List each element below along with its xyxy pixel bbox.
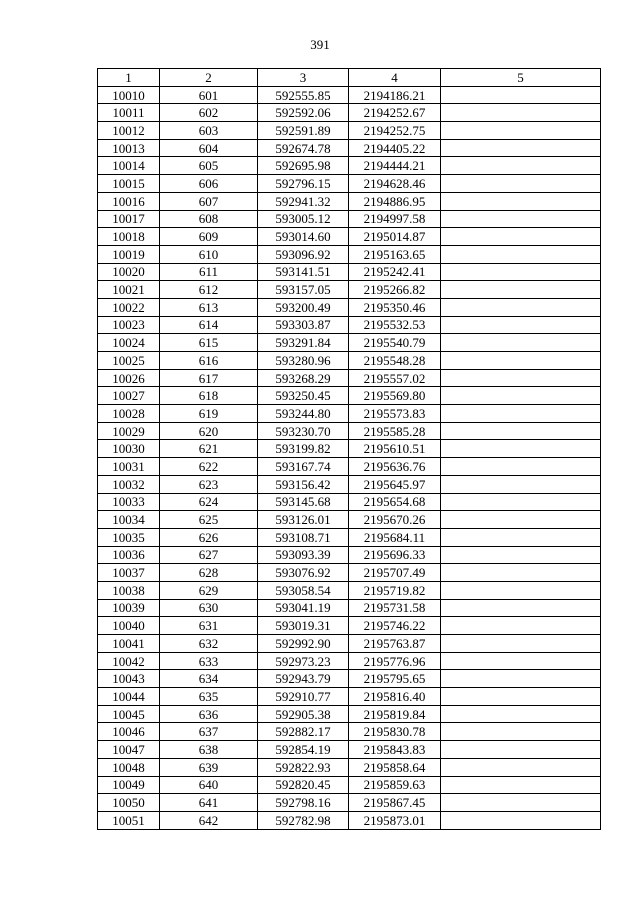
table-cell-col-4: 2195795.65: [349, 670, 441, 688]
table-cell-col-3: 593199.82: [258, 440, 349, 458]
table-cell-col-2: 621: [160, 440, 258, 458]
table-cell-col-1: 10027: [98, 387, 160, 405]
table-cell-col-4: 2195557.02: [349, 369, 441, 387]
table-cell-col-1: 10044: [98, 688, 160, 706]
table-cell-col-3: 592591.89: [258, 122, 349, 140]
table-cell-col-2: 609: [160, 228, 258, 246]
table-cell-col-3: 592905.38: [258, 705, 349, 723]
table-cell-col-1: 10013: [98, 139, 160, 157]
table-row: [98, 422, 601, 440]
table-cell-col-2: 641: [160, 794, 258, 812]
table-cell-col-3: 593230.70: [258, 422, 349, 440]
table-cell-col-3: 592782.98: [258, 811, 349, 829]
table-cell-col-1: 10043: [98, 670, 160, 688]
table-cell-col-1: 10032: [98, 475, 160, 493]
column-header-4: 4: [349, 69, 441, 87]
table-cell-col-3: 592592.06: [258, 104, 349, 122]
table-cell-col-2: 627: [160, 546, 258, 564]
table-cell-col-4: 2195859.63: [349, 776, 441, 794]
table-cell-col-3: 593141.51: [258, 263, 349, 281]
table-cell-col-5: [441, 617, 601, 635]
table-row: [98, 758, 601, 776]
table-cell-col-5: [441, 104, 601, 122]
table-row: [98, 245, 601, 263]
table-cell-col-3: 593014.60: [258, 228, 349, 246]
table-cell-col-2: 628: [160, 564, 258, 582]
table-cell-col-5: [441, 741, 601, 759]
table-cell-col-5: [441, 387, 601, 405]
table-cell-col-2: 637: [160, 723, 258, 741]
table-row: [98, 581, 601, 599]
table-row: [98, 599, 601, 617]
table-cell-col-3: 593005.12: [258, 210, 349, 228]
table-cell-col-1: 10050: [98, 794, 160, 812]
table-cell-col-4: 2195350.46: [349, 298, 441, 316]
table-cell-col-2: 624: [160, 493, 258, 511]
table-cell-col-2: 620: [160, 422, 258, 440]
table-cell-col-3: 593268.29: [258, 369, 349, 387]
table-row: [98, 104, 601, 122]
table-cell-col-5: [441, 670, 601, 688]
table-row: [98, 316, 601, 334]
table-row: [98, 617, 601, 635]
table-cell-col-3: 592910.77: [258, 688, 349, 706]
table-row: [98, 705, 601, 723]
table-cell-col-2: 615: [160, 334, 258, 352]
table-cell-col-3: 593145.68: [258, 493, 349, 511]
table-cell-col-5: [441, 316, 601, 334]
table-cell-col-4: 2195719.82: [349, 581, 441, 599]
table-row: [98, 794, 601, 812]
table-cell-col-1: 10015: [98, 175, 160, 193]
table-cell-col-1: 10031: [98, 458, 160, 476]
table-cell-col-4: 2195163.65: [349, 245, 441, 263]
table-cell-col-4: 2195707.49: [349, 564, 441, 582]
table-cell-col-2: 639: [160, 758, 258, 776]
table-cell-col-1: 10026: [98, 369, 160, 387]
table-cell-col-1: 10021: [98, 281, 160, 299]
table-row: [98, 688, 601, 706]
table-cell-col-3: 593280.96: [258, 352, 349, 370]
table-row: [98, 405, 601, 423]
table-cell-col-2: 634: [160, 670, 258, 688]
table-cell-col-5: [441, 511, 601, 529]
table-cell-col-4: 2195242.41: [349, 263, 441, 281]
table-cell-col-3: 593093.39: [258, 546, 349, 564]
table-cell-col-1: 10022: [98, 298, 160, 316]
table-cell-col-4: 2195670.26: [349, 511, 441, 529]
table-cell-col-1: 10010: [98, 86, 160, 104]
page-number: 391: [310, 37, 330, 52]
table-cell-col-5: [441, 440, 601, 458]
table-row: [98, 475, 601, 493]
table-row: [98, 228, 601, 246]
table-cell-col-4: 2194997.58: [349, 210, 441, 228]
table-cell-col-3: 593167.74: [258, 458, 349, 476]
table-cell-col-2: 601: [160, 86, 258, 104]
table-cell-col-4: 2195867.45: [349, 794, 441, 812]
table-cell-col-5: [441, 210, 601, 228]
table-row: [98, 122, 601, 140]
table-cell-col-2: 636: [160, 705, 258, 723]
table-cell-col-4: 2195684.11: [349, 528, 441, 546]
table-cell-col-2: 605: [160, 157, 258, 175]
table-cell-col-5: [441, 369, 601, 387]
column-header-3: 3: [258, 69, 349, 87]
table-cell-col-3: 592822.93: [258, 758, 349, 776]
table-row: [98, 263, 601, 281]
table-cell-col-3: 592674.78: [258, 139, 349, 157]
table-cell-col-5: [441, 811, 601, 829]
table-cell-col-1: 10014: [98, 157, 160, 175]
table-cell-col-4: 2195645.97: [349, 475, 441, 493]
table-cell-col-5: [441, 705, 601, 723]
table-cell-col-4: 2195858.64: [349, 758, 441, 776]
table-cell-col-5: [441, 405, 601, 423]
table-cell-col-3: 593108.71: [258, 528, 349, 546]
table-row: [98, 723, 601, 741]
table-cell-col-2: 607: [160, 192, 258, 210]
table-cell-col-4: 2195569.80: [349, 387, 441, 405]
table-cell-col-4: 2195266.82: [349, 281, 441, 299]
table-cell-col-5: [441, 86, 601, 104]
table-body: [98, 86, 601, 829]
table-row: [98, 175, 601, 193]
column-header-5: 5: [441, 69, 601, 87]
table-cell-col-5: [441, 422, 601, 440]
table-cell-col-4: 2194252.67: [349, 104, 441, 122]
table-cell-col-3: 592973.23: [258, 652, 349, 670]
table-cell-col-1: 10029: [98, 422, 160, 440]
table-cell-col-4: 2195654.68: [349, 493, 441, 511]
table-cell-col-3: 592796.15: [258, 175, 349, 193]
table-cell-col-1: 10041: [98, 635, 160, 653]
table-cell-col-3: 593041.19: [258, 599, 349, 617]
table-cell-col-5: [441, 281, 601, 299]
table-cell-col-4: 2194405.22: [349, 139, 441, 157]
table-row: [98, 86, 601, 104]
table-cell-col-1: 10036: [98, 546, 160, 564]
table-row: [98, 281, 601, 299]
table-cell-col-3: 592555.85: [258, 86, 349, 104]
table-row: [98, 741, 601, 759]
table-cell-col-4: 2195696.33: [349, 546, 441, 564]
table-cell-col-2: 638: [160, 741, 258, 759]
table-cell-col-3: 592943.79: [258, 670, 349, 688]
table-cell-col-3: 592941.32: [258, 192, 349, 210]
table-cell-col-2: 611: [160, 263, 258, 281]
table-cell-col-2: 606: [160, 175, 258, 193]
table-row: [98, 511, 601, 529]
table-cell-col-2: 617: [160, 369, 258, 387]
table-cell-col-4: 2195731.58: [349, 599, 441, 617]
table-cell-col-5: [441, 635, 601, 653]
table-cell-col-4: 2195746.22: [349, 617, 441, 635]
table-cell-col-5: [441, 776, 601, 794]
table-cell-col-5: [441, 298, 601, 316]
table-cell-col-1: 10019: [98, 245, 160, 263]
table-row: [98, 369, 601, 387]
table-cell-col-2: 602: [160, 104, 258, 122]
table-cell-col-2: 614: [160, 316, 258, 334]
table-row: [98, 458, 601, 476]
table-row: [98, 352, 601, 370]
table-cell-col-1: 10033: [98, 493, 160, 511]
table-cell-col-1: 10048: [98, 758, 160, 776]
table-cell-col-4: 2194252.75: [349, 122, 441, 140]
coordinates-table: [97, 68, 601, 830]
table-row: [98, 546, 601, 564]
table-cell-col-5: [441, 122, 601, 140]
table-cell-col-4: 2195532.53: [349, 316, 441, 334]
table-cell-col-3: 593244.80: [258, 405, 349, 423]
table-cell-col-3: 593058.54: [258, 581, 349, 599]
table-row: [98, 157, 601, 175]
table-cell-col-5: [441, 352, 601, 370]
table-cell-col-2: 618: [160, 387, 258, 405]
table-cell-col-3: 593200.49: [258, 298, 349, 316]
table-cell-col-1: 10035: [98, 528, 160, 546]
table-cell-col-1: 10047: [98, 741, 160, 759]
table-cell-col-2: 629: [160, 581, 258, 599]
table-cell-col-1: 10045: [98, 705, 160, 723]
table-header-row: [98, 69, 601, 87]
table-cell-col-4: 2194628.46: [349, 175, 441, 193]
table-cell-col-4: 2195014.87: [349, 228, 441, 246]
table-cell-col-3: 593096.92: [258, 245, 349, 263]
table-cell-col-4: 2195776.96: [349, 652, 441, 670]
table-cell-col-1: 10049: [98, 776, 160, 794]
table-cell-col-2: 626: [160, 528, 258, 546]
table-cell-col-5: [441, 334, 601, 352]
table-cell-col-2: 619: [160, 405, 258, 423]
table-cell-col-4: 2195585.28: [349, 422, 441, 440]
table-cell-col-5: [441, 192, 601, 210]
table-cell-col-2: 610: [160, 245, 258, 263]
table-row: [98, 192, 601, 210]
table-cell-col-4: 2195819.84: [349, 705, 441, 723]
table-cell-col-5: [441, 564, 601, 582]
table-cell-col-5: [441, 528, 601, 546]
table-row: [98, 139, 601, 157]
table-cell-col-5: [441, 599, 601, 617]
table-cell-col-2: 604: [160, 139, 258, 157]
table-cell-col-1: 10038: [98, 581, 160, 599]
table-row: [98, 776, 601, 794]
table-cell-col-1: 10020: [98, 263, 160, 281]
table-cell-col-4: 2195763.87: [349, 635, 441, 653]
table-cell-col-5: [441, 139, 601, 157]
table-cell-col-5: [441, 794, 601, 812]
table-row: [98, 670, 601, 688]
table-cell-col-2: 633: [160, 652, 258, 670]
table-cell-col-2: 630: [160, 599, 258, 617]
table-cell-col-3: 592992.90: [258, 635, 349, 653]
table-cell-col-5: [441, 228, 601, 246]
column-header-2: 2: [160, 69, 258, 87]
table-cell-col-5: [441, 493, 601, 511]
table-cell-col-4: 2195548.28: [349, 352, 441, 370]
table-cell-col-5: [441, 688, 601, 706]
table-row: [98, 564, 601, 582]
table-cell-col-5: [441, 475, 601, 493]
table-row: [98, 334, 601, 352]
table-cell-col-3: 593126.01: [258, 511, 349, 529]
table-cell-col-1: 10017: [98, 210, 160, 228]
table-cell-col-1: 10011: [98, 104, 160, 122]
table-cell-col-2: 616: [160, 352, 258, 370]
table-row: [98, 652, 601, 670]
table-row: [98, 493, 601, 511]
table-cell-col-4: 2194186.21: [349, 86, 441, 104]
table-cell-col-2: 612: [160, 281, 258, 299]
table-cell-col-2: 635: [160, 688, 258, 706]
table-cell-col-1: 10028: [98, 405, 160, 423]
table-cell-col-4: 2195610.51: [349, 440, 441, 458]
table-cell-col-3: 593157.05: [258, 281, 349, 299]
table-cell-col-4: 2195816.40: [349, 688, 441, 706]
table-row: [98, 811, 601, 829]
table-cell-col-2: 625: [160, 511, 258, 529]
table-cell-col-2: 640: [160, 776, 258, 794]
table-cell-col-5: [441, 652, 601, 670]
table-cell-col-1: 10023: [98, 316, 160, 334]
table-cell-col-5: [441, 458, 601, 476]
column-header-1: 1: [98, 69, 160, 87]
table-cell-col-2: 632: [160, 635, 258, 653]
table-cell-col-1: 10034: [98, 511, 160, 529]
table-cell-col-4: 2195540.79: [349, 334, 441, 352]
table-cell-col-1: 10030: [98, 440, 160, 458]
table-cell-col-1: 10039: [98, 599, 160, 617]
table-cell-col-4: 2195830.78: [349, 723, 441, 741]
table-cell-col-5: [441, 758, 601, 776]
table-cell-col-1: 10046: [98, 723, 160, 741]
table-cell-col-1: 10042: [98, 652, 160, 670]
table-row: [98, 387, 601, 405]
table-cell-col-2: 613: [160, 298, 258, 316]
table-cell-col-3: 592854.19: [258, 741, 349, 759]
table-cell-col-2: 622: [160, 458, 258, 476]
table-cell-col-1: 10040: [98, 617, 160, 635]
table-cell-col-5: [441, 245, 601, 263]
table-cell-col-3: 592798.16: [258, 794, 349, 812]
table-row: [98, 528, 601, 546]
table-cell-col-4: 2195573.83: [349, 405, 441, 423]
table-cell-col-3: 593250.45: [258, 387, 349, 405]
table-cell-col-2: 642: [160, 811, 258, 829]
table-cell-col-2: 623: [160, 475, 258, 493]
table-cell-col-5: [441, 581, 601, 599]
table-row: [98, 210, 601, 228]
table-cell-col-3: 592695.98: [258, 157, 349, 175]
table-cell-col-3: 592820.45: [258, 776, 349, 794]
table-cell-col-2: 608: [160, 210, 258, 228]
table-cell-col-3: 593019.31: [258, 617, 349, 635]
table-cell-col-1: 10025: [98, 352, 160, 370]
table-cell-col-3: 593303.87: [258, 316, 349, 334]
table-cell-col-4: 2194444.21: [349, 157, 441, 175]
table-cell-col-3: 593076.92: [258, 564, 349, 582]
table-cell-col-4: 2195843.83: [349, 741, 441, 759]
table-row: [98, 440, 601, 458]
table-cell-col-3: 593291.84: [258, 334, 349, 352]
table-cell-col-3: 592882.17: [258, 723, 349, 741]
table-cell-col-1: 10016: [98, 192, 160, 210]
table-cell-col-5: [441, 263, 601, 281]
table-cell-col-1: 10037: [98, 564, 160, 582]
table-row: [98, 298, 601, 316]
table-cell-col-5: [441, 157, 601, 175]
table-cell-col-5: [441, 175, 601, 193]
table-cell-col-3: 593156.42: [258, 475, 349, 493]
table-cell-col-4: 2194886.95: [349, 192, 441, 210]
table-cell-col-1: 10051: [98, 811, 160, 829]
table-cell-col-5: [441, 546, 601, 564]
table-cell-col-2: 631: [160, 617, 258, 635]
table-cell-col-5: [441, 723, 601, 741]
table-cell-col-4: 2195873.01: [349, 811, 441, 829]
table-cell-col-1: 10012: [98, 122, 160, 140]
table-row: [98, 635, 601, 653]
table-cell-col-1: 10018: [98, 228, 160, 246]
table-cell-col-1: 10024: [98, 334, 160, 352]
table-cell-col-2: 603: [160, 122, 258, 140]
table-cell-col-4: 2195636.76: [349, 458, 441, 476]
